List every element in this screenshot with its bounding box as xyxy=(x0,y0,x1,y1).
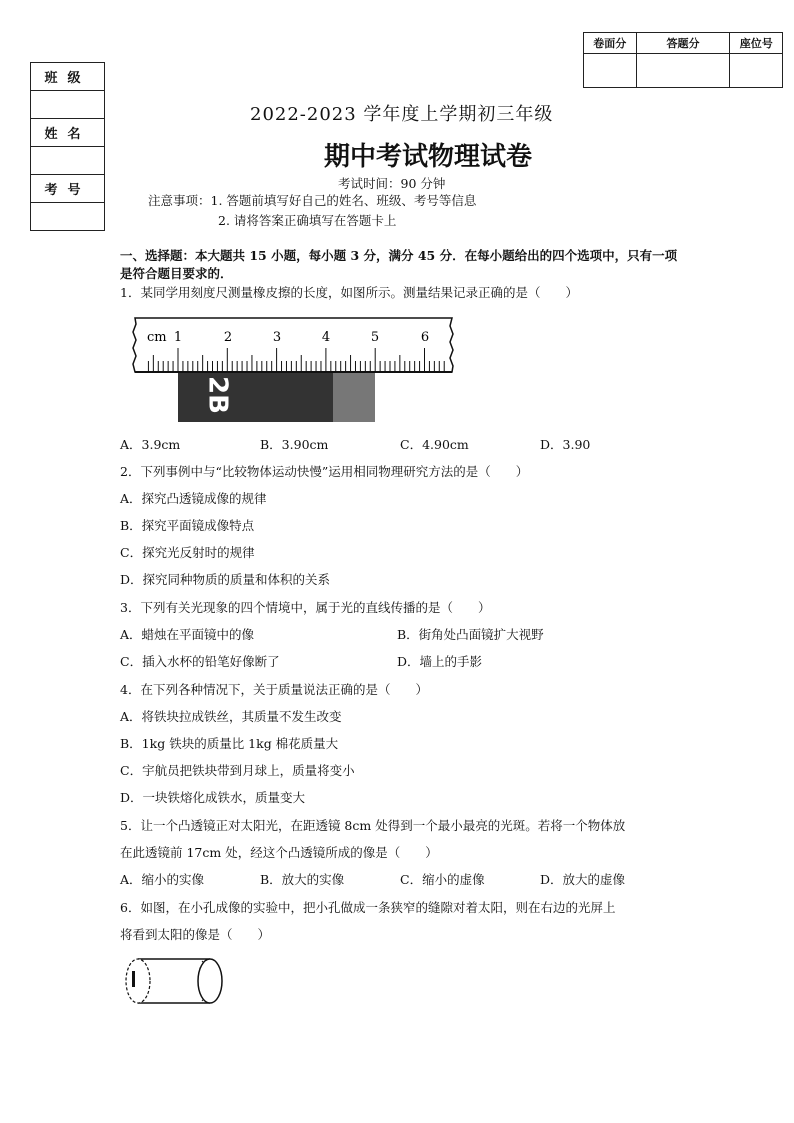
notice-2: 2. 请将答案正确填写在答题卡上 xyxy=(218,213,397,228)
q4-option-a[interactable]: A．将铁块拉成铁丝，其质量不发生改变 xyxy=(120,709,342,724)
q2-option-c[interactable]: C．探究光反射时的规律 xyxy=(120,545,255,560)
ruler-label-2: 2 xyxy=(223,330,233,345)
ruler-label-3: 3 xyxy=(272,330,282,345)
answer-score-field[interactable] xyxy=(636,54,730,88)
ruler-eraser-figure xyxy=(125,312,460,424)
ruler-unit: cm xyxy=(147,330,167,345)
answer-score-header: 答题分 xyxy=(636,33,730,54)
exam-title: 期中考试物理试卷 xyxy=(324,142,533,172)
q6-stem-line1: 6．如图，在小孔成像的实验中，把小孔做成一条狭窄的缝隙对着太阳，则在右边的光屏上 xyxy=(120,900,616,915)
id-label: 考号 xyxy=(31,175,105,203)
name-field[interactable] xyxy=(31,147,105,175)
q5-options xyxy=(120,871,680,889)
ruler-label-5: 5 xyxy=(370,330,380,345)
section-heading: 一、选择题：本大题共 15 小题，每小题 3 分，满分 45 分．在每小题给出的四个选项中，只有一项是符合题目要求的． xyxy=(120,248,678,281)
ruler-label-4: 4 xyxy=(321,330,331,345)
q1-stem: 1．某同学用刻度尺测量橡皮擦的长度，如图所示。测量结果记录正确的是（ ） xyxy=(120,285,578,300)
q5-stem-line1: 5．让一个凸透镜正对太阳光，在距透镜 8cm 处得到一个最小最亮的光斑。若将一个物体放 xyxy=(120,818,626,833)
eraser-label: 2B xyxy=(202,376,233,414)
seat-number-field[interactable] xyxy=(730,54,783,88)
q2-option-b[interactable]: B．探究平面镜成像特点 xyxy=(120,518,255,533)
ruler-label-1: 1 xyxy=(173,330,183,345)
slit-image xyxy=(132,971,135,987)
seat-number-header: 座位号 xyxy=(730,33,783,54)
eraser-sleeve xyxy=(333,372,375,422)
slit-end xyxy=(198,959,222,1003)
q3-option-d[interactable]: D．墙上的手影 xyxy=(397,654,483,669)
class-label: 班级 xyxy=(31,63,105,91)
pinhole-camera-figure xyxy=(118,955,228,1007)
q5-option-b[interactable]: B．放大的实像 xyxy=(260,872,345,887)
student-info-box xyxy=(30,62,105,231)
q1-option-d[interactable]: D．3.90 xyxy=(540,437,591,452)
id-field[interactable] xyxy=(31,203,105,231)
q3-options-row2 xyxy=(120,653,674,671)
exam-year-title: 2022-2023 学年度上学期初三年级 xyxy=(250,104,554,125)
q4-option-b[interactable]: B．1kg 铁块的质量比 1kg 棉花质量大 xyxy=(120,736,339,751)
q2-option-d[interactable]: D．探究同种物质的质量和体积的关系 xyxy=(120,572,331,587)
paper-score-header: 卷面分 xyxy=(584,33,637,54)
score-box xyxy=(583,32,783,88)
q3-option-b[interactable]: B．街角处凸面镜扩大视野 xyxy=(397,627,544,642)
class-field[interactable] xyxy=(31,91,105,119)
q1-option-c[interactable]: C．4.90cm xyxy=(400,437,469,452)
screen-end xyxy=(126,959,150,1003)
exam-time: 考试时间：90 分钟 xyxy=(338,176,446,191)
q3-stem: 3．下列有关光现象的四个情境中，属于光的直线传播的是（ ） xyxy=(120,600,491,615)
q4-option-d[interactable]: D．一块铁熔化成铁水，质量变大 xyxy=(120,790,306,805)
q5-option-d[interactable]: D．放大的虚像 xyxy=(540,872,626,887)
q1-options xyxy=(120,436,680,454)
name-label: 姓名 xyxy=(31,119,105,147)
q3-options-row1 xyxy=(120,626,674,644)
q5-option-a[interactable]: A．缩小的实像 xyxy=(120,872,205,887)
q2-stem: 2．下列事例中与“比较物体运动快慢”运用相同物理研究方法的是（ ） xyxy=(120,464,529,479)
ruler-label-6: 6 xyxy=(420,330,430,345)
q1-option-b[interactable]: B．3.90cm xyxy=(260,437,329,452)
q1-option-a[interactable]: A．3.9cm xyxy=(120,437,181,452)
q4-option-c[interactable]: C．宇航员把铁块带到月球上，质量将变小 xyxy=(120,763,355,778)
q3-option-a[interactable]: A．蜡烛在平面镜中的像 xyxy=(120,627,255,642)
q3-option-c[interactable]: C．插入水杯的铅笔好像断了 xyxy=(120,654,280,669)
q4-stem: 4．在下列各种情况下，关于质量说法正确的是（ ） xyxy=(120,682,428,697)
q2-option-a[interactable]: A．探究凸透镜成像的规律 xyxy=(120,491,267,506)
paper-score-field[interactable] xyxy=(584,54,637,88)
q5-option-c[interactable]: C．缩小的虚像 xyxy=(400,872,485,887)
notice-1: 注意事项：1. 答题前填写好自己的姓名、班级、考号等信息 xyxy=(148,193,477,208)
q6-stem-line2: 将看到太阳的像是（ ） xyxy=(120,927,271,942)
q5-stem-line2: 在此透镜前 17cm 处，经这个凸透镜所成的像是（ ） xyxy=(120,845,438,860)
